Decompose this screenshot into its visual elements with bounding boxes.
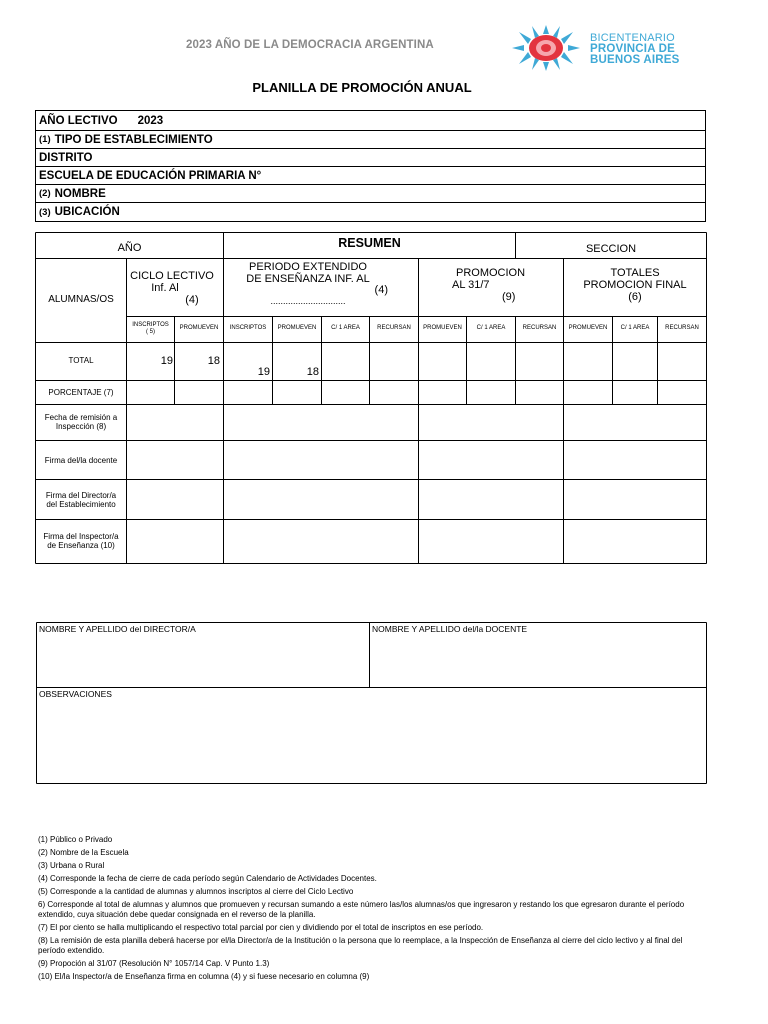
footnote: (3) Urbana o Rural [38, 861, 105, 870]
docente-name-field[interactable]: NOMBRE Y APELLIDO del/la DOCENTE [372, 624, 528, 634]
total-ciclo-promueven[interactable]: 18 [207, 355, 220, 367]
subheader-inscriptos-ciclo [127, 322, 174, 335]
promo-line-2: AL 31/7 [452, 279, 490, 292]
bicentenario-text: BICENTENARIO [590, 32, 675, 44]
totales-line-2: PROMOCION FINAL [583, 279, 687, 292]
anio-lectivo-label: AÑO LECTIVO [39, 114, 118, 127]
footnote: (1) Público o Privado [38, 835, 113, 844]
footnote: (10) El/la Inspector/a de Enseñanza firma en columna (4) y si fuese necesario en columna (9) [38, 972, 370, 981]
subheader-area-periodo: C/ 1 AREA [331, 325, 360, 331]
subheader-recursan-promocion: RECURSAN [522, 325, 557, 331]
periodo-line-2: DE ENSEÑANZA INF. AL [246, 272, 370, 285]
escuela-label: ESCUELA DE EDUCACIÓN PRIMARIA N° [39, 169, 262, 182]
ubicacion-label: UBICACIÓN [54, 206, 120, 218]
seccion-header: SECCION [585, 243, 637, 255]
anio-lectivo-value: 2023 [137, 114, 164, 127]
periodo-line-3: (4) [374, 284, 388, 297]
inscriptos-note: ( 5) [146, 328, 155, 335]
subheader-promueven-periodo: PROMUEVEN [277, 325, 317, 331]
footnote: (8) La remisión de esta planilla deberá hacerse por el/la Director/a de la Institución o la persona que lo reemplace, a la Inspección de Enseñanza al cierre del ciclo lectivo y al final del período extendido. [38, 936, 683, 955]
totales-line-1: TOTALES [610, 267, 660, 279]
ciclo-lectivo-header [127, 270, 217, 306]
resumen-header: RESUMEN [338, 236, 401, 250]
promo-line-1: PROMOCION [456, 267, 526, 279]
footnote: (7) El por ciento se halla multiplicando el respectivo total parcial por cien y dividiendo por el total de inscriptos en ese período. [38, 923, 484, 932]
footnote: 6) Corresponde al total de alumnas y alumnos que promueven y recursan sumando a este número las/los alumnas/os que ingresaron y restando los que egresaron durante el período extendido, cuya situación debe quedar consignada en el reverso de la planilla. [38, 900, 685, 919]
buenos-aires-text: BUENOS AIRES [590, 54, 680, 66]
ciclo-line-3: (4) [185, 294, 199, 307]
democracy-year-banner: 2023 AÑO DE LA DEMOCRACIA ARGENTINA [186, 39, 434, 51]
total-periodo-inscriptos[interactable]: 19 [257, 366, 270, 378]
firma-dir-line-1: Firma del Director/a [45, 491, 117, 500]
footnotes [38, 835, 708, 985]
observaciones-field[interactable]: OBSERVACIONES [39, 689, 112, 699]
footnote: (5) Corresponde a la cantidad de alumnas y alumnos inscriptos al cierre del Ciclo Lectivo [38, 887, 354, 896]
row-label-firma-inspector [36, 532, 126, 550]
alumnas-header: ALUMNAS/OS [48, 294, 114, 305]
footnote: (2) Nombre de la Escuela [38, 848, 129, 857]
subheader-promueven-totales: PROMUEVEN [568, 325, 608, 331]
subheader-recursan-periodo: RECURSAN [377, 325, 411, 331]
fecha-line-1: Fecha de remisión a [44, 413, 118, 422]
periodo-dots: .............................. [270, 295, 346, 306]
totales-line-3: (6) [628, 291, 642, 304]
subheader-promueven-promocion: PROMUEVEN [423, 325, 462, 331]
promo-line-3: (9) [502, 291, 516, 304]
footnote: (9) Propoción al 31/07 (Resolución N° 1057/14 Cap. V Punto 1.3) [38, 959, 270, 968]
provincia-text: PROVINCIA DE [590, 43, 676, 55]
row-label-fecha-remision [36, 413, 126, 431]
row-label-firma-docente: Firma del/la docente [44, 456, 118, 465]
subheader-recursan-totales: RECURSAN [665, 325, 699, 331]
director-name-field[interactable]: NOMBRE Y APELLIDO del DIRECTOR/A [39, 624, 196, 634]
periodo-line-1: PERIODO EXTENDIDO [249, 261, 367, 273]
subheader-area-promocion: C/ 1 AREA [476, 325, 506, 331]
anio-header: AÑO [117, 242, 142, 254]
firma-insp-line-1: Firma del Inspector/a [43, 532, 119, 541]
note-ref-3: (3) [39, 206, 51, 218]
firma-dir-line-2: del Establecimiento [46, 500, 116, 510]
firma-insp-line-2: de Enseñanza (10) [47, 541, 115, 551]
fecha-line-2: Inspección (8) [55, 422, 107, 432]
note-ref-1: (1) [39, 134, 51, 145]
subheader-promueven-ciclo: PROMUEVEN [179, 325, 219, 331]
periodo-extendido-header [228, 262, 388, 305]
subheader-area-totales: C/ 1 AREA [620, 325, 650, 331]
ciclo-line-2: Inf. Al [151, 282, 179, 295]
totales-header [564, 267, 706, 303]
promocion-header [440, 267, 540, 303]
form-title: PLANILLA DE PROMOCIÓN ANUAL [252, 80, 472, 95]
subheader-inscriptos-periodo: INSCRIPTOS [229, 325, 267, 331]
note-ref-2: (2) [39, 188, 51, 199]
distrito-label: DISTRITO [39, 151, 93, 164]
total-periodo-promueven[interactable]: 18 [306, 366, 319, 378]
row-label-firma-director [36, 491, 126, 509]
inscriptos-text: INSCRIPTOS [132, 322, 169, 328]
ciclo-line-1: CICLO LECTIVO [130, 270, 214, 282]
total-ciclo-inscriptos[interactable]: 19 [160, 355, 173, 367]
nombre-label: NOMBRE [54, 187, 106, 200]
footnote: (4) Corresponde la fecha de cierre de cada período según Calendario de Actividades Docentes. [38, 874, 377, 883]
row-label-porcentaje: PORCENTAJE (7) [48, 388, 114, 397]
row-label-total: TOTAL [68, 356, 94, 365]
tipo-establecimiento-label: TIPO DE ESTABLECIMIENTO [54, 133, 213, 146]
